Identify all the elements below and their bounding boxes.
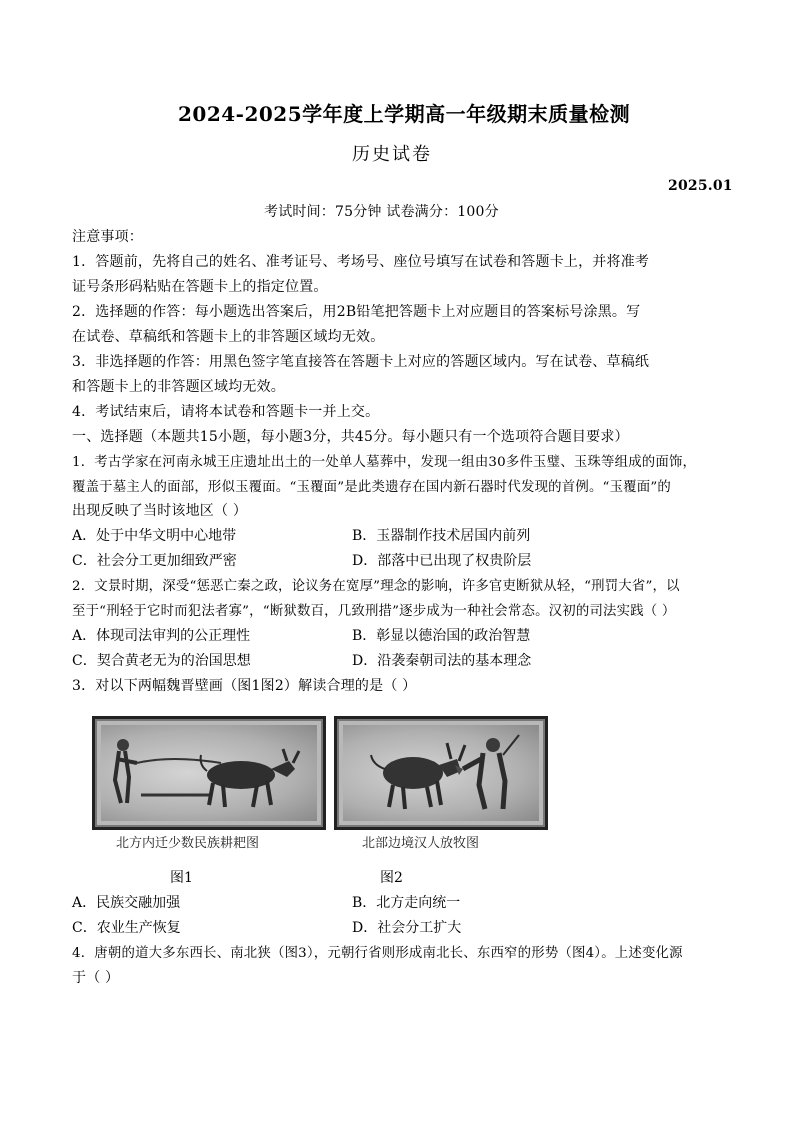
- note-1-line-2: 证号条形码粘贴在答题卡上的指定位置。: [72, 279, 328, 295]
- q3-option-d: D．社会分工扩大: [352, 920, 462, 936]
- q3-option-b: B．北方走向统一: [352, 895, 461, 911]
- note-3-line-2: 和答题卡上的非答题区域均无效。: [72, 379, 285, 395]
- q1-option-d: D．部落中已出现了权贵阶层: [352, 553, 532, 569]
- exam-date: 2025.01: [668, 178, 733, 194]
- q1-stem-line-1: 1．考古学家在河南永城王庄遗址出土的一处单人墓葬中，发现一组由30多件玉璧、玉珠等组成的面饰，: [72, 455, 697, 470]
- notes-heading: 注意事项：: [72, 229, 143, 245]
- q2-option-c: C．契合黄老无为的治国思想: [72, 653, 251, 669]
- q4-stem-line-1: 4．唐朝的道大多东西长、南北狭（图3），元朝行省则形成南北长、东西窄的形势（图4）。上述变化源: [72, 946, 683, 961]
- q1-stem-line-2: 覆盖于墓主人的面部，形似玉覆面。“玉覆面”是此类遗存在国内新石器时代发现的首例。“玉覆面”的: [72, 480, 671, 495]
- note-2-line-1: 2．选择题的作答：每小题选出答案后，用2B铅笔把答题卡上对应题目的答案标号涂黑。写: [72, 304, 641, 320]
- exam-title: 2024-2025学年度上学期高一年级期末质量检测: [178, 102, 631, 126]
- figure-1-caption: 北方内迁少数民族耕耙图: [116, 836, 260, 851]
- q2-option-a: A．体现司法审判的公正理性: [72, 628, 251, 644]
- note-3-line-1: 3．非选择题的作答：用黑色签字笔直接答在答题卡上对应的答题区域内。写在试卷、草稿纸: [72, 354, 650, 370]
- q3-option-a: A．民族交融加强: [72, 895, 181, 911]
- figure-2-label: 图2: [380, 870, 403, 886]
- q1-option-c: C．社会分工更加细致严密: [72, 553, 237, 569]
- q2-option-b: B．彰显以德治国的政治智慧: [352, 628, 531, 644]
- figure-2-mural: [334, 716, 548, 830]
- q3-stem-line-1: 3．对以下两幅魏晋壁画（图1图2）解读合理的是（ ）: [72, 678, 417, 694]
- figure-1-mural: [92, 716, 326, 830]
- q2-option-d: D．沿袭秦朝司法的基本理念: [352, 653, 532, 669]
- q1-option-b: B．玉器制作技术居国内前列: [352, 528, 531, 544]
- figure-2-caption: 北部边境汉人放牧图: [362, 836, 480, 851]
- note-4-line-1: 4．考试结束后，请将本试卷和答题卡一并上交。: [72, 404, 380, 420]
- note-1-line-1: 1．答题前，先将自己的姓名、准考证号、考场号、座位号填写在试卷和答题卡上，并将准考: [72, 254, 650, 270]
- exam-subject: 历史试卷: [352, 144, 432, 165]
- section-heading: 一、选择题（本题共15小题，每小题3分，共45分。每小题只有一个选项符合题目要求）: [72, 429, 629, 445]
- exam-info: 考试时间：75分钟 试卷满分：100分: [264, 204, 499, 220]
- q2-stem-line-2: 至于“刑轻于它时而犯法者寡”，“断狱数百，几致刑措”逐步成为一种社会常态。汉初的司法实践（ ）: [72, 604, 676, 619]
- q3-option-c: C．农业生产恢复: [72, 920, 181, 936]
- q1-option-a: A．处于中华文明中心地带: [72, 528, 237, 544]
- herding-mural-icon: [343, 725, 533, 815]
- q1-stem-line-3: 出现反映了当时该地区（ ）: [72, 503, 248, 519]
- figure-1-label: 图1: [170, 870, 193, 886]
- q4-stem-line-2: 于（ ）: [72, 970, 120, 986]
- q2-stem-line-1: 2．文景时期，深受“惩恶亡秦之政，论议务在宽厚”理念的影响，许多官吏断狱从轻，“刑罚大省”，以: [72, 579, 680, 594]
- note-2-line-2: 在试卷、草稿纸和答题卡上的非答题区域均无效。: [72, 329, 385, 345]
- plowing-mural-icon: [101, 725, 311, 815]
